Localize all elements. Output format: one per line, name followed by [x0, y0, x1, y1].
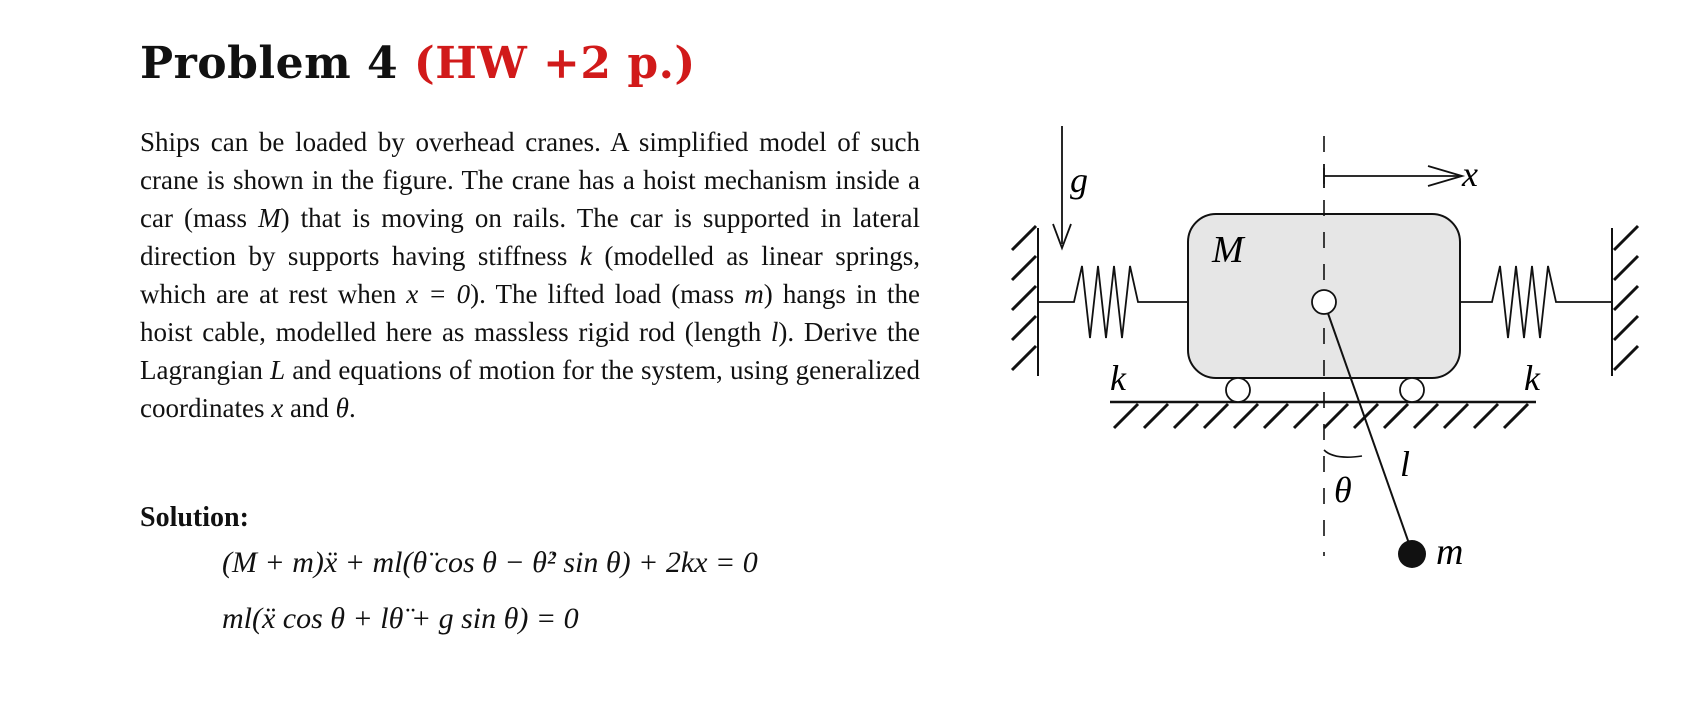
label-k-right: k	[1524, 358, 1540, 398]
theta-arc	[1324, 450, 1362, 457]
left-spring	[1038, 266, 1188, 338]
statement-part: ) that is moving on rails. The car is supported in lateral direction by supports having stiffness	[140, 203, 920, 271]
statement-part: ) hangs in the hoist cable, modelled here as massless rigid rod (length	[140, 279, 920, 347]
statement-part: ). Derive the Lagrangian	[140, 317, 920, 385]
symbol-stiffness: k	[579, 241, 592, 271]
problem-points: (HW +2 p.)	[413, 38, 696, 89]
right-wheel	[1400, 378, 1424, 402]
label-x: x	[1462, 154, 1478, 194]
left-wheel	[1226, 378, 1250, 402]
load-mass	[1398, 540, 1426, 568]
equation-theta: ml(ẍ cos θ + lθ̈ + g sin θ) = 0	[222, 602, 579, 635]
symbol-load-mass: m	[744, 279, 764, 309]
statement-part: (modelled as linear springs, which are at rest when	[140, 241, 920, 309]
solution-label: Solution:	[140, 502, 249, 533]
symbol-rest-condition: x = 0	[406, 279, 471, 309]
x-axis-arrow	[1324, 164, 1462, 188]
symbol-coord-x: x	[271, 393, 284, 423]
label-m: m	[1436, 531, 1464, 573]
label-M: M	[1212, 229, 1244, 271]
left-wall	[1012, 226, 1038, 376]
symbol-lagrangian: L	[270, 355, 286, 385]
label-l: l	[1400, 444, 1411, 484]
label-g: g	[1070, 160, 1088, 200]
ground-rail	[1110, 402, 1536, 428]
problem-number: Problem 4	[140, 38, 399, 89]
gravity-arrow	[1053, 126, 1071, 248]
statement-part: and equations of motion for the system, using generalized coordinates	[140, 355, 921, 423]
symbol-coord-theta: θ	[335, 393, 349, 423]
label-theta: θ	[1334, 470, 1352, 510]
statement-part: and	[283, 393, 336, 423]
statement-part: Ships can be loaded by overhead cranes. A simplified model of such crane is shown in the figure. The crane has a hoist mechanism inside a car (mass	[140, 127, 920, 233]
equation-x: (M + m)ẍ + ml(θ̈ cos θ − θ̇² sin θ) + 2kx = 0	[222, 546, 758, 579]
right-wall	[1612, 226, 1638, 376]
pivot	[1312, 290, 1336, 314]
label-k-left: k	[1110, 358, 1126, 398]
symbol-length: l	[770, 317, 779, 347]
statement-part: .	[348, 393, 356, 423]
right-spring	[1460, 266, 1612, 338]
symbol-car-mass: M	[258, 203, 281, 233]
statement-part: ). The lifted load (mass	[470, 279, 745, 309]
